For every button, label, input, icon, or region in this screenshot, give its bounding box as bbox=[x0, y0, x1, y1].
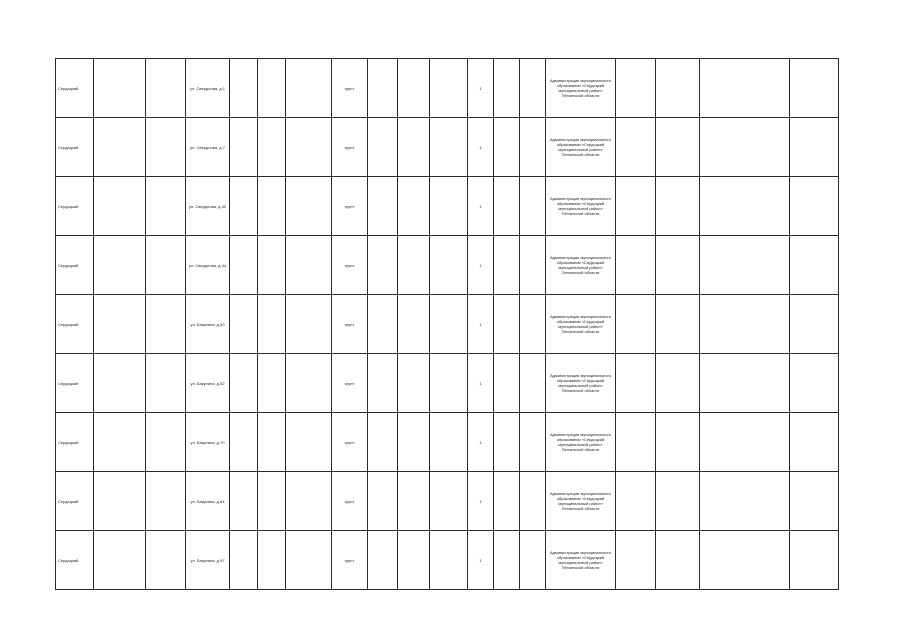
reserve-count-cell bbox=[494, 413, 520, 472]
settlement-type-cell bbox=[94, 531, 146, 590]
empty-cell bbox=[790, 295, 839, 354]
municipality-cell: Сердоцкий bbox=[56, 177, 94, 236]
served-objects-cell bbox=[700, 295, 790, 354]
empty-cell bbox=[656, 236, 700, 295]
latitude-cell bbox=[230, 472, 258, 531]
surface-cell: грунт bbox=[332, 177, 368, 236]
municipality-cell: Сердоцкий bbox=[56, 295, 94, 354]
area-cell bbox=[368, 472, 398, 531]
map-link[interactable] bbox=[286, 531, 332, 590]
owner-cell: Администрация муниципального образования «Сердоцкий муниципальный район» Пензенской области bbox=[546, 177, 616, 236]
container-type-cell bbox=[430, 354, 468, 413]
empty-cell bbox=[656, 531, 700, 590]
longitude-cell bbox=[258, 177, 286, 236]
latitude-cell bbox=[230, 354, 258, 413]
longitude-cell bbox=[258, 413, 286, 472]
fence-cell bbox=[398, 472, 430, 531]
settlement-type-cell bbox=[94, 413, 146, 472]
table-row bbox=[56, 236, 839, 295]
container-count-cell: 1 bbox=[468, 472, 494, 531]
area-cell bbox=[368, 177, 398, 236]
address-cell: ул. Свердлова, д.7 bbox=[186, 118, 230, 177]
empty-cell bbox=[616, 472, 656, 531]
reserve-count-cell bbox=[494, 236, 520, 295]
latitude-cell bbox=[230, 118, 258, 177]
empty-cell bbox=[616, 413, 656, 472]
table-row bbox=[56, 413, 839, 472]
empty-cell bbox=[616, 354, 656, 413]
container-count-cell: 1 bbox=[468, 118, 494, 177]
address-cell: ул. Бакунина, д.70 bbox=[186, 413, 230, 472]
latitude-cell bbox=[230, 295, 258, 354]
address-cell: ул. Свердлова, д.44 bbox=[186, 236, 230, 295]
locality-cell bbox=[146, 531, 186, 590]
container-count-cell: 1 bbox=[468, 413, 494, 472]
empty-cell bbox=[790, 177, 839, 236]
surface-cell: грунт bbox=[332, 59, 368, 118]
served-objects-cell bbox=[700, 177, 790, 236]
empty-cell bbox=[790, 354, 839, 413]
empty-cell bbox=[790, 236, 839, 295]
settlement-type-cell bbox=[94, 295, 146, 354]
locality-cell bbox=[146, 59, 186, 118]
owner-cell: Администрация муниципального образования «Сердоцкий муниципальный район» Пензенской области bbox=[546, 413, 616, 472]
empty-cell bbox=[656, 295, 700, 354]
locality-cell bbox=[146, 236, 186, 295]
empty-cell bbox=[616, 118, 656, 177]
empty-cell bbox=[790, 531, 839, 590]
address-cell: ул. Бакунина, д.40 bbox=[186, 295, 230, 354]
table-row bbox=[56, 354, 839, 413]
area-cell bbox=[368, 295, 398, 354]
reserve-count-cell bbox=[494, 531, 520, 590]
register-table-body bbox=[56, 59, 839, 590]
volume-cell bbox=[520, 354, 546, 413]
reserve-count-cell bbox=[494, 354, 520, 413]
container-count-cell: 1 bbox=[468, 177, 494, 236]
address-cell: ул. Свердлова, д.40 bbox=[186, 177, 230, 236]
surface-cell: грунт bbox=[332, 354, 368, 413]
container-type-cell bbox=[430, 177, 468, 236]
reserve-count-cell bbox=[494, 59, 520, 118]
empty-cell bbox=[656, 413, 700, 472]
latitude-cell bbox=[230, 236, 258, 295]
surface-cell: грунт bbox=[332, 118, 368, 177]
area-cell bbox=[368, 236, 398, 295]
fence-cell bbox=[398, 354, 430, 413]
empty-cell bbox=[656, 472, 700, 531]
area-cell bbox=[368, 413, 398, 472]
fence-cell bbox=[398, 118, 430, 177]
fence-cell bbox=[398, 177, 430, 236]
locality-cell bbox=[146, 354, 186, 413]
volume-cell bbox=[520, 413, 546, 472]
container-type-cell bbox=[430, 295, 468, 354]
map-link[interactable] bbox=[286, 472, 332, 531]
fence-cell bbox=[398, 59, 430, 118]
container-count-cell: 1 bbox=[468, 236, 494, 295]
municipality-cell: Сердоцкий bbox=[56, 531, 94, 590]
volume-cell bbox=[520, 177, 546, 236]
volume-cell bbox=[520, 472, 546, 531]
container-type-cell bbox=[430, 472, 468, 531]
municipality-cell: Сердоцкий bbox=[56, 413, 94, 472]
empty-cell bbox=[656, 177, 700, 236]
settlement-type-cell bbox=[94, 354, 146, 413]
surface-cell: грунт bbox=[332, 295, 368, 354]
table-row bbox=[56, 531, 839, 590]
owner-cell: Администрация муниципального образования «Сердоцкий муниципальный район» Пензенской области bbox=[546, 236, 616, 295]
empty-cell bbox=[616, 177, 656, 236]
served-objects-cell bbox=[700, 59, 790, 118]
empty-cell bbox=[790, 118, 839, 177]
empty-cell bbox=[616, 59, 656, 118]
container-type-cell bbox=[430, 236, 468, 295]
longitude-cell bbox=[258, 531, 286, 590]
map-link[interactable] bbox=[286, 354, 332, 413]
longitude-cell bbox=[258, 472, 286, 531]
container-type-cell bbox=[430, 59, 468, 118]
settlement-type-cell bbox=[94, 472, 146, 531]
container-count-cell: 1 bbox=[468, 354, 494, 413]
longitude-cell bbox=[258, 118, 286, 177]
map-link[interactable] bbox=[286, 413, 332, 472]
reserve-count-cell bbox=[494, 118, 520, 177]
longitude-cell bbox=[258, 236, 286, 295]
reserve-count-cell bbox=[494, 177, 520, 236]
served-objects-cell bbox=[700, 236, 790, 295]
empty-cell bbox=[790, 413, 839, 472]
locality-cell bbox=[146, 472, 186, 531]
empty-cell bbox=[616, 236, 656, 295]
container-type-cell bbox=[430, 413, 468, 472]
empty-cell bbox=[616, 531, 656, 590]
surface-cell: грунт bbox=[332, 413, 368, 472]
fence-cell bbox=[398, 413, 430, 472]
served-objects-cell bbox=[700, 118, 790, 177]
address-cell: ул. Бакунина, д.84 bbox=[186, 472, 230, 531]
longitude-cell bbox=[258, 59, 286, 118]
address-cell: ул. Бакунина, д.97 bbox=[186, 531, 230, 590]
volume-cell bbox=[520, 59, 546, 118]
locality-cell bbox=[146, 177, 186, 236]
locality-cell bbox=[146, 118, 186, 177]
empty-cell bbox=[656, 59, 700, 118]
volume-cell bbox=[520, 295, 546, 354]
settlement-type-cell bbox=[94, 236, 146, 295]
map-link[interactable] bbox=[286, 295, 332, 354]
municipality-cell: Сердоцкий bbox=[56, 354, 94, 413]
owner-cell: Администрация муниципального образования «Сердоцкий муниципальный район» Пензенской области bbox=[546, 531, 616, 590]
map-link[interactable] bbox=[286, 177, 332, 236]
owner-cell: Администрация муниципального образования «Сердоцкий муниципальный район» Пензенской области bbox=[546, 472, 616, 531]
address-cell: ул. Свердлова, д.1 bbox=[186, 59, 230, 118]
empty-cell bbox=[790, 472, 839, 531]
volume-cell bbox=[520, 236, 546, 295]
container-type-cell bbox=[430, 531, 468, 590]
fence-cell bbox=[398, 236, 430, 295]
served-objects-cell bbox=[700, 531, 790, 590]
latitude-cell bbox=[230, 531, 258, 590]
fence-cell bbox=[398, 295, 430, 354]
table-row bbox=[56, 118, 839, 177]
empty-cell bbox=[656, 354, 700, 413]
municipality-cell: Сердоцкий bbox=[56, 59, 94, 118]
served-objects-cell bbox=[700, 472, 790, 531]
owner-cell: Администрация муниципального образования «Сердоцкий муниципальный район» Пензенской области bbox=[546, 59, 616, 118]
register-table bbox=[55, 58, 839, 590]
table-row bbox=[56, 295, 839, 354]
empty-cell bbox=[656, 118, 700, 177]
surface-cell: грунт bbox=[332, 236, 368, 295]
container-count-cell: 1 bbox=[468, 531, 494, 590]
served-objects-cell bbox=[700, 354, 790, 413]
served-objects-cell bbox=[700, 413, 790, 472]
reserve-count-cell bbox=[494, 472, 520, 531]
table-row bbox=[56, 177, 839, 236]
latitude-cell bbox=[230, 177, 258, 236]
area-cell bbox=[368, 118, 398, 177]
map-link[interactable] bbox=[286, 236, 332, 295]
address-cell: ул. Бакунина, д.52 bbox=[186, 354, 230, 413]
empty-cell bbox=[616, 295, 656, 354]
owner-cell: Администрация муниципального образования «Сердоцкий муниципальный район» Пензенской области bbox=[546, 118, 616, 177]
municipality-cell: Сердоцкий bbox=[56, 236, 94, 295]
settlement-type-cell bbox=[94, 177, 146, 236]
settlement-type-cell bbox=[94, 118, 146, 177]
municipality-cell: Сердоцкий bbox=[56, 472, 94, 531]
volume-cell bbox=[520, 531, 546, 590]
surface-cell: грунт bbox=[332, 531, 368, 590]
area-cell bbox=[368, 531, 398, 590]
map-link[interactable] bbox=[286, 59, 332, 118]
table-row bbox=[56, 59, 839, 118]
volume-cell bbox=[520, 118, 546, 177]
container-count-cell: 1 bbox=[468, 295, 494, 354]
fence-cell bbox=[398, 531, 430, 590]
surface-cell: грунт bbox=[332, 472, 368, 531]
owner-cell: Администрация муниципального образования «Сердоцкий муниципальный район» Пензенской области bbox=[546, 354, 616, 413]
settlement-type-cell bbox=[94, 59, 146, 118]
longitude-cell bbox=[258, 354, 286, 413]
municipality-cell: Сердоцкий bbox=[56, 118, 94, 177]
locality-cell bbox=[146, 413, 186, 472]
latitude-cell bbox=[230, 413, 258, 472]
longitude-cell bbox=[258, 295, 286, 354]
table-row bbox=[56, 472, 839, 531]
container-type-cell bbox=[430, 118, 468, 177]
locality-cell bbox=[146, 295, 186, 354]
owner-cell: Администрация муниципального образования «Сердоцкий муниципальный район» Пензенской области bbox=[546, 295, 616, 354]
map-link[interactable] bbox=[286, 118, 332, 177]
area-cell bbox=[368, 354, 398, 413]
container-count-cell: 1 bbox=[468, 59, 494, 118]
latitude-cell bbox=[230, 59, 258, 118]
reserve-count-cell bbox=[494, 295, 520, 354]
area-cell bbox=[368, 59, 398, 118]
empty-cell bbox=[790, 59, 839, 118]
